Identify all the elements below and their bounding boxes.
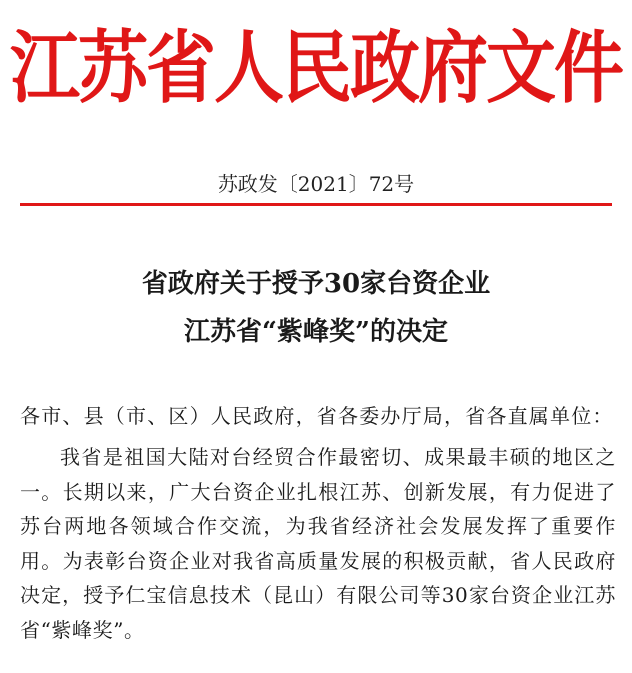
document-number: 苏政发〔2021〕72号 [217, 172, 415, 196]
salutation: 各市、县（市、区）人民政府，省各委办厅局，省各直属单位： [20, 404, 614, 428]
body-paragraph: 我省是祖国大陆对台经贸合作最密切、成果最丰硕的地区之一。长期以来，广大台资企业扎根江苏、创新发展，有力促进了苏台两地各领域合作交流，为我省经济社会发展发挥了重要作用。为表彰台资企业对我省高质量发展的积极贡献，省人民政府决定，授予仁宝信息技术（昆山）有限公司等30家台资企业江苏省“紫峰奖”。 [20, 445, 616, 642]
red-divider-line [20, 203, 612, 206]
document-title-line-1: 省政府关于授予30家台资企业 [141, 269, 491, 299]
document-title-line-2: 江苏省“紫峰奖”的决定 [184, 317, 448, 347]
document-masthead: 江苏省人民政府文件 [10, 22, 622, 114]
